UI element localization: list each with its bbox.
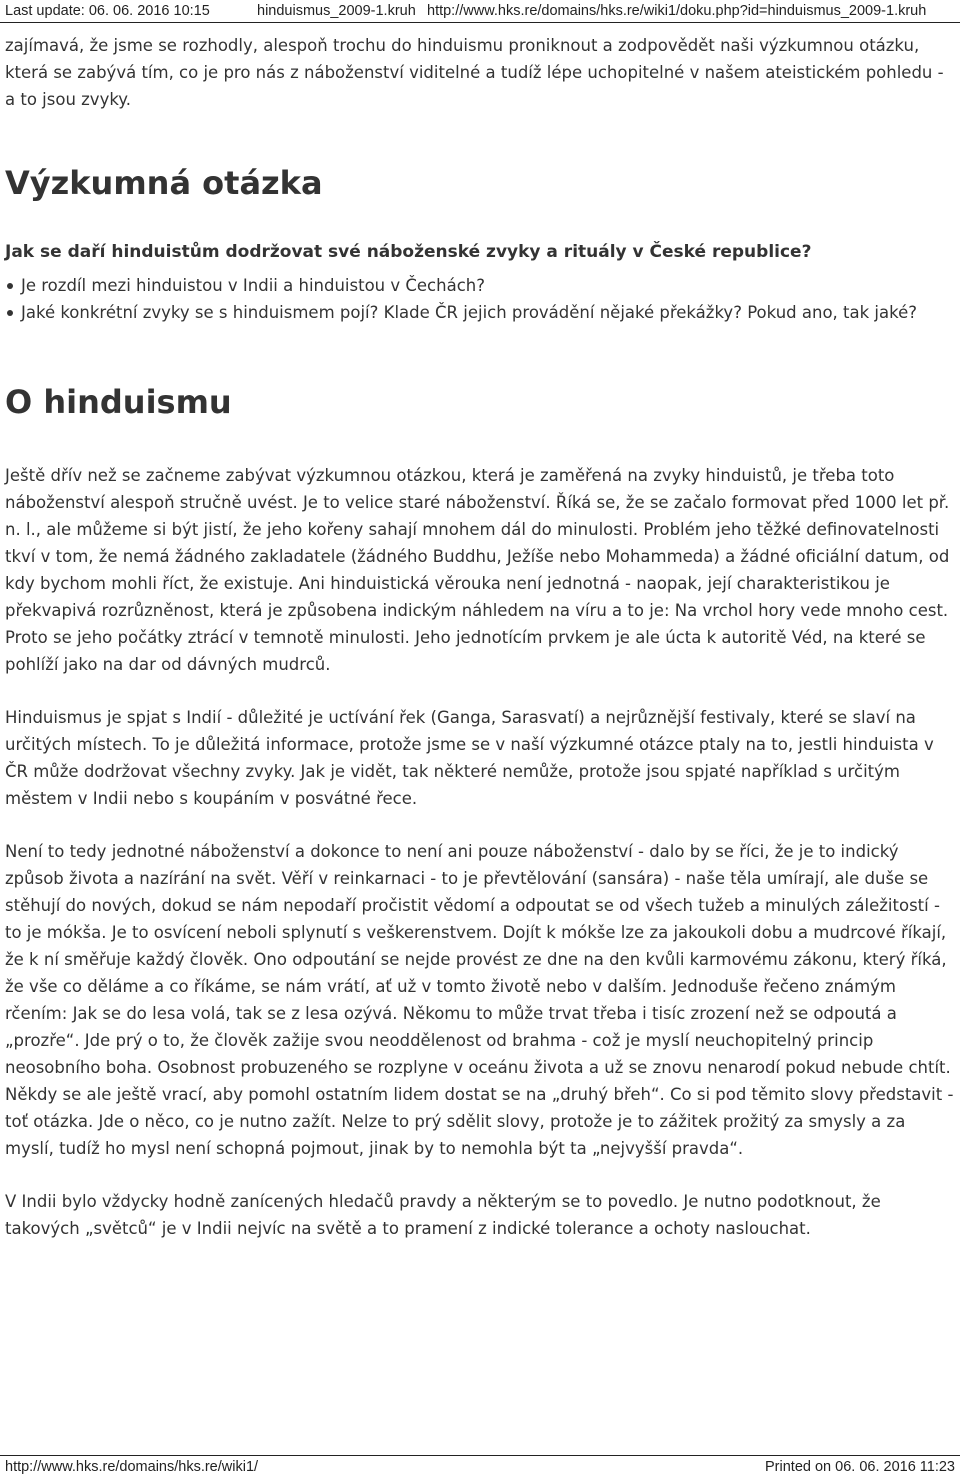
last-update-text: Last update: 06. 06. 2016 10:15 bbox=[5, 3, 210, 19]
section-heading-research-question: Výzkumná otázka bbox=[5, 164, 323, 202]
page-url-link[interactable]: http://www.hks.re/domains/hks.re/wiki1/doku.php?id=hinduismus_2009-1.kruh bbox=[427, 3, 927, 19]
paragraph: V Indii bylo vždycky hodně zanícených hledačů pravdy a některým se to povedlo. Je nutno podotknout, že takových „světců“ je v Indii nejvíc na světě a to pramení z indické tolerance a ochoty naslouchat. bbox=[5, 1192, 881, 1238]
page-content bbox=[5, 32, 955, 1242]
intro-paragraph: zajímavá, že jsme se rozhodly, alespoň trochu do hinduismu proniknout a zodpovědět naši výzkumnou otázku, která se zabývá tím, co je pro nás z náboženství viditelné a tudíž lépe uchopitelné v našem ateistickém pohledu - a to jsou zvyky. bbox=[5, 36, 944, 109]
print-footer bbox=[0, 1455, 960, 1478]
footer-url-link[interactable]: http://www.hks.re/domains/hks.re/wiki1/ bbox=[5, 1459, 259, 1475]
paragraph: Není to tedy jednotné náboženství a dokonce to není ani pouze náboženství - dalo by se říci, že je to indický způsob života a nazírání na svět. Věří v reinkarnaci - to je převtělování (sansára) - naše těla umírají, ale duše se stěhují do nových, dokud se nám nepodaří pročistit vědomí a odpoutat se od všech tužeb a minulých záležitostí - to je mókša. Je to osvícení neboli splynutí s veškerenstvem. Dojít k mókše lze za jakoukoli dobu a mudrcové říkají, že k ní směřuje každý člověk. Ono odpoutání se nejde provést ze dne na den kvůli karmovému zákonu, který říká, že vše co děláme a co říkáme, se nám vrátí, ať už v tomto životě nebo v dalším. Jednoduše řečeno známým rčením: Jak se do lesa volá, tak se z lesa ozývá. Někomu to může trvat třeba i tisíc zrození než se odpoutá a „prozře“. Jde prý o to, že člověk zažije svou neoddělenost od brahma - což je myslí neuchopitelný princip neosobního boha. Osobnost probuzeného se rozplyne v oceánu života a už se znovu nenarodí pokud nebude chtít. Někdy se ale ještě vrací, aby pomohl ostatním lidem dostat se na „druhý břeh“. Co si pod těmito slovy představit - toť otázka. Jde o něco, co je nutno zažít. Nelze to prý sdělit slovy, protože je to zážitek prožitý za smysly a za myslí, tudíž ho mysl není schopná pojmout, jinak by to nemohla být ta „nejvyšší pravda“. bbox=[5, 842, 954, 1158]
paragraph: Hinduismus je spjat s Indií - důležité je uctívání řek (Ganga, Sarasvatí) a nejrůznější festivaly, které se slaví na určitých místech. To je důležitá informace, protože jsme se v naší výzkumné otázce ptaly na to, jestli hinduista v ČR může dodržovat všechny zvyky. Jak je vidět, tak některé nemůže, protože jsou spjaté například s určitým městem v Indii nebo s koupáním v posvátné řece. bbox=[5, 708, 934, 808]
list-item: Je rozdíl mezi hinduistou v Indii a hinduistou v Čechách? bbox=[21, 272, 955, 299]
printed-date-text: Printed on 06. 06. 2016 11:23 bbox=[765, 1459, 955, 1475]
print-header bbox=[0, 0, 960, 23]
page-id-text: hinduismus_2009-1.kruh bbox=[257, 3, 416, 19]
research-question: Jak se daří hinduistům dodržovat své náboženské zvyky a rituály v České republice? bbox=[5, 242, 812, 262]
list-item: Jaké konkrétní zvyky se s hinduismem pojí? Klade ČR jejich provádění nějaké překážky? Pokud ano, tak jaké? bbox=[21, 299, 955, 326]
section-heading-about-hinduism: O hinduismu bbox=[5, 383, 232, 421]
question-list bbox=[5, 272, 955, 326]
paragraph: Ještě dřív než se začneme zabývat výzkumnou otázkou, která je zaměřená na zvyky hinduistů, je třeba toto náboženství alespoň stručně uvést. Je to velice staré náboženství. Říká se, že se začalo formovat před 1000 let př. n. l., ale můžeme si být jistí, že jeho kořeny sahají mnohem dál do minulosti. Problém jeho těžké definovatelnosti tkví v tom, že nemá žádného zakladatele (žádného Buddhu, Ježíše nebo Mohammeda) a žádné oficiální datum, od kdy bychom mohli říct, že existuje. Ani hinduistická věrouka není jednotná - naopak, její charakteristikou je překvapivá rozrůzněnost, která je způsobena indickým náhledem na víru a to je: Na vrchol hory vede mnoho cest. Proto se jeho počátky ztrácí v temnotě minulosti. Jeho jednotícím prvkem je ale úcta k autoritě Véd, na které se pohlíží jako na dar od dávných mudrců. bbox=[5, 466, 950, 674]
